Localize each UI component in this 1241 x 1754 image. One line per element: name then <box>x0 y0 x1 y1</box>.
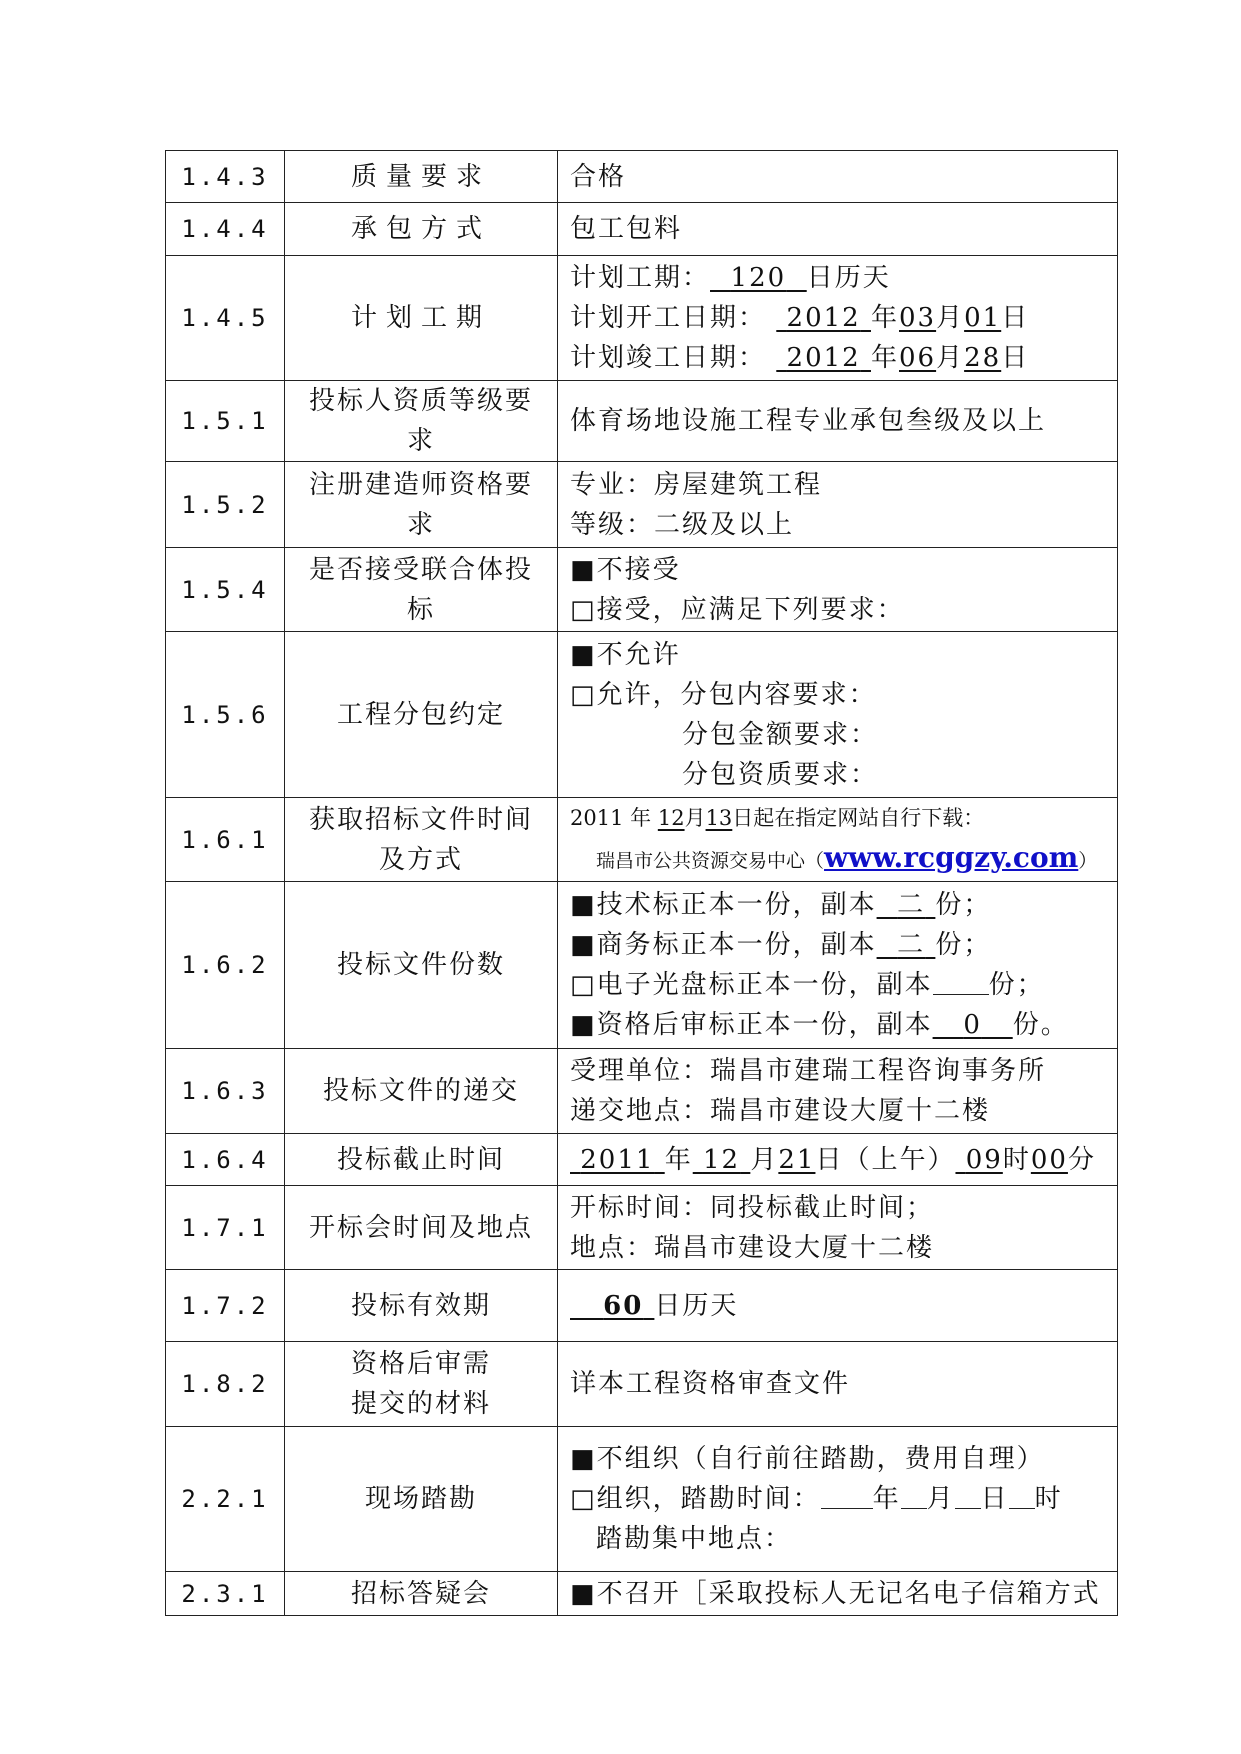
option-unchecked: □组织，踏勘时间： 年 月 日 时 <box>570 1484 1063 1514</box>
clause-item: 投标人资质等级要求 <box>285 381 558 462</box>
clause-number: 1.5.4 <box>166 548 285 632</box>
clause-number: 2.2.1 <box>166 1427 285 1572</box>
clause-item: 获取招标文件时间 及方式 <box>285 798 558 882</box>
clause-item: 注册建造师资格要求 <box>285 462 558 548</box>
table-row <box>166 798 1118 882</box>
table-row <box>166 203 1118 256</box>
content-line: 分包资质要求： <box>682 759 879 790</box>
clause-number: 1.5.1 <box>166 381 285 462</box>
deadline-line: 2011 年 12 月21日（上午） 09时00分 <box>580 1144 1096 1175</box>
copies-line: ■商务标正本一份，副本 二 份； <box>570 930 992 960</box>
table-row <box>166 1134 1118 1186</box>
table-row <box>166 462 1118 548</box>
clause-content <box>558 381 1118 462</box>
table-row <box>166 1270 1118 1342</box>
copies-line: ■资格后审标正本一份，副本 0 份。 <box>570 1010 1069 1040</box>
clause-content <box>558 1049 1118 1134</box>
clause-content <box>558 1572 1118 1616</box>
clause-content <box>558 1270 1118 1342</box>
option-checked: ■不召开［采取投标人无记名电子信箱方式 <box>570 1578 1101 1609</box>
website-line: 瑞昌市公共资源交易中心（www.rcggzy.com） <box>596 841 1098 874</box>
clause-content <box>558 548 1118 632</box>
table-row <box>166 632 1118 798</box>
table-row <box>166 1572 1118 1616</box>
clause-item: 计划工期 <box>285 256 558 381</box>
option-checked: ■不允许 <box>570 639 681 670</box>
clause-content <box>558 1134 1118 1186</box>
clause-number: 1.8.2 <box>166 1342 285 1427</box>
content-line: 踏勘集中地点： <box>596 1524 793 1554</box>
plan-days-value: 120 <box>730 263 787 293</box>
clause-number: 1.6.3 <box>166 1049 285 1134</box>
content-line: 地点：瑞昌市建设大厦十二楼 <box>570 1232 935 1263</box>
clause-content <box>558 151 1118 203</box>
clause-number: 1.6.1 <box>166 798 285 882</box>
clause-item: 质量要求 <box>285 151 558 203</box>
clause-item: 开标会时间及地点 <box>285 1186 558 1270</box>
finish-date-line: 计划竣工日期： 2012 年06月28日 <box>570 343 1030 373</box>
clause-item: 投标文件份数 <box>285 882 558 1049</box>
table-row <box>166 1427 1118 1572</box>
table-row <box>166 256 1118 381</box>
content-line: 合格 <box>570 161 627 192</box>
table-row <box>166 1186 1118 1270</box>
clause-number: 1.7.2 <box>166 1270 285 1342</box>
clause-content <box>558 632 1118 798</box>
content-line: 专业：房屋建筑工程 <box>570 469 823 500</box>
option-checked: ■不接受 <box>570 554 681 585</box>
clause-number: 1.7.1 <box>166 1186 285 1270</box>
download-line: 2011 年 12月13日起在指定网站自行下载： <box>570 806 985 830</box>
table-row <box>166 151 1118 203</box>
table-row <box>166 548 1118 632</box>
website-link[interactable]: www.rcggzy.com <box>824 841 1079 874</box>
clause-number: 2.3.1 <box>166 1572 285 1616</box>
copies-line: ■技术标正本一份，副本 二 份； <box>570 890 992 920</box>
clause-item: 投标文件的递交 <box>285 1049 558 1134</box>
clause-item: 是否接受联合体投标 <box>285 548 558 632</box>
clause-number: 1.6.2 <box>166 882 285 1049</box>
clause-number: 1.4.3 <box>166 151 285 203</box>
content-line: 详本工程资格审查文件 <box>570 1369 851 1399</box>
table-row <box>166 882 1118 1049</box>
clause-content <box>558 1342 1118 1427</box>
clause-item: 工程分包约定 <box>285 632 558 798</box>
option-unchecked: □接受，应满足下列要求： <box>570 594 905 625</box>
content-line: 开标时间：同投标截止时间； <box>570 1192 935 1223</box>
clause-content <box>558 1427 1118 1572</box>
clause-number: 1.5.6 <box>166 632 285 798</box>
content-line: 受理单位：瑞昌市建瑞工程咨询事务所 <box>570 1056 1047 1086</box>
table-row <box>166 1049 1118 1134</box>
content-line: 等级：二级及以上 <box>570 509 795 540</box>
clause-content <box>558 798 1118 882</box>
clause-content <box>558 203 1118 256</box>
clause-item: 现场踏勘 <box>285 1427 558 1572</box>
plan-days-line: 计划工期： 120 日历天 <box>570 263 891 293</box>
tender-info-table <box>165 150 1118 1616</box>
option-checked: ■不组织（自行前往踏勘，费用自理） <box>570 1444 1045 1474</box>
clause-content <box>558 882 1118 1049</box>
clause-number: 1.4.5 <box>166 256 285 381</box>
content-line: 递交地点：瑞昌市建设大厦十二楼 <box>570 1096 991 1126</box>
clause-item: 资格后审需 提交的材料 <box>285 1342 558 1427</box>
table-row <box>166 1342 1118 1427</box>
clause-number: 1.5.2 <box>166 462 285 548</box>
clause-item: 投标有效期 <box>285 1270 558 1342</box>
validity-line: 60 日历天 <box>603 1290 739 1321</box>
clause-content <box>558 1186 1118 1270</box>
clause-item: 承包方式 <box>285 203 558 256</box>
clause-item: 投标截止时间 <box>285 1134 558 1186</box>
clause-number: 1.4.4 <box>166 203 285 256</box>
start-date-line: 计划开工日期： 2012 年03月01日 <box>570 303 1030 333</box>
content-line: 分包金额要求： <box>682 719 879 750</box>
clause-number: 1.6.4 <box>166 1134 285 1186</box>
clause-content <box>558 256 1118 381</box>
content-line: 包工包料 <box>570 214 683 244</box>
clause-content <box>558 462 1118 548</box>
copies-line: □电子光盘标正本一份，副本 份； <box>570 970 1045 1000</box>
table-row <box>166 381 1118 462</box>
content-line: 体育场地设施工程专业承包叁级及以上 <box>570 406 1047 436</box>
clause-item: 招标答疑会 <box>285 1572 558 1616</box>
option-unchecked: □允许，分包内容要求： <box>570 679 877 710</box>
